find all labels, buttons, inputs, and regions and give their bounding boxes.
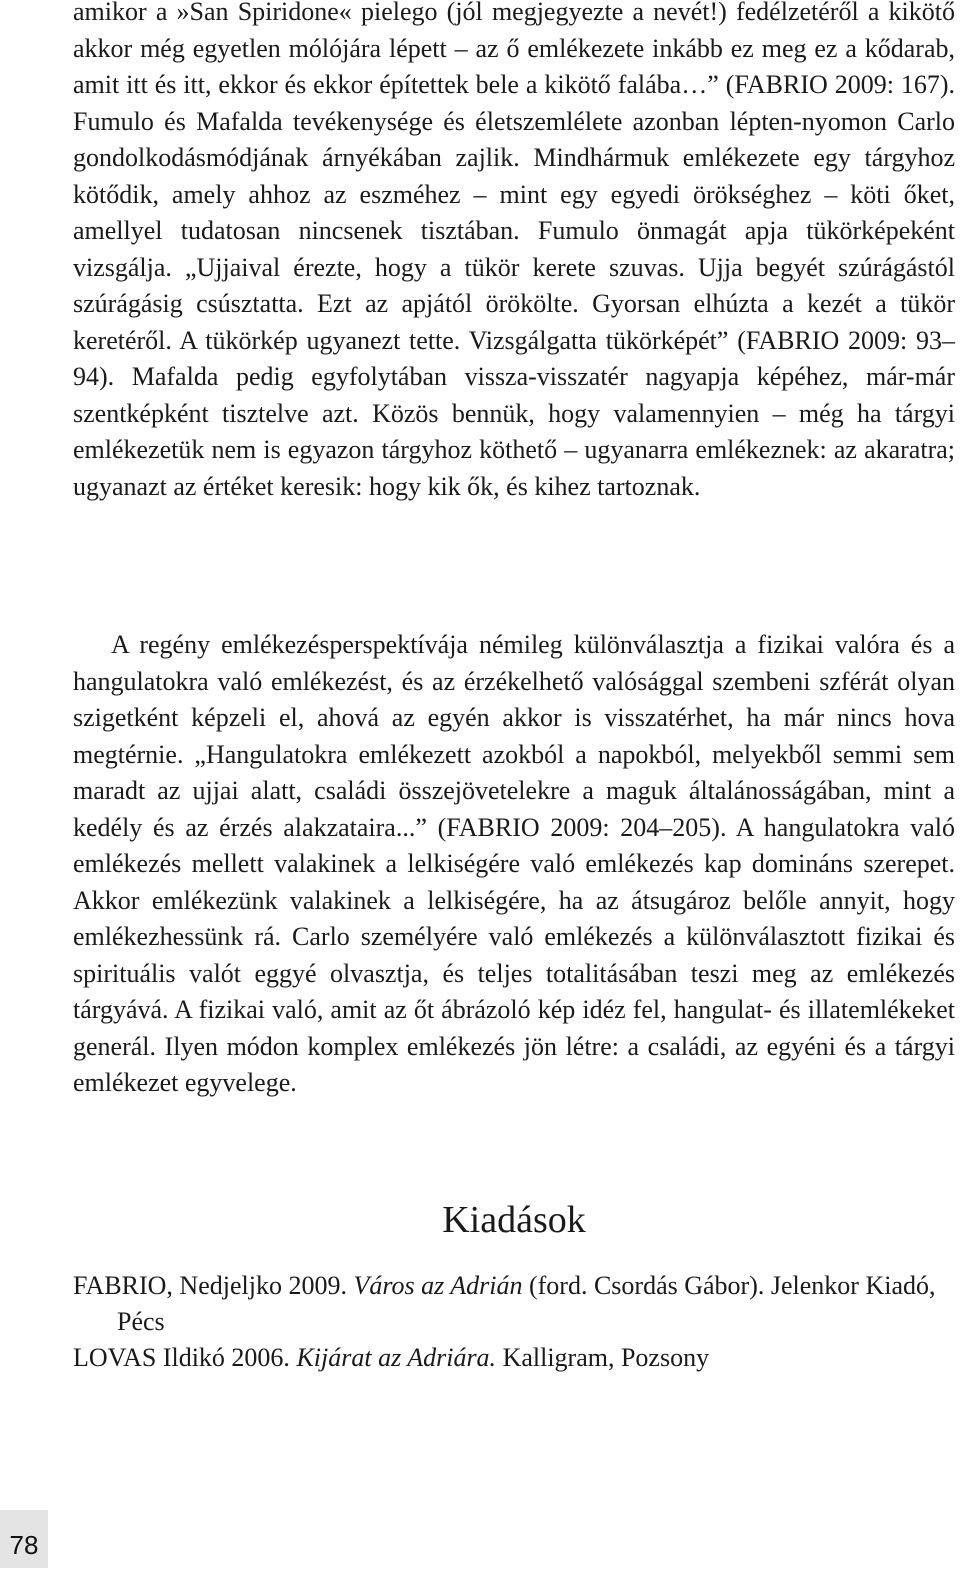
reference-title: Város az Adrián <box>353 1271 523 1300</box>
reference-item <box>73 1268 955 1340</box>
reference-details: Kalligram, Pozsony <box>502 1343 710 1372</box>
section-heading: Kiadások <box>442 1199 586 1241</box>
reference-details: (ford. Csordás Gábor). Jelenkor Kiadó, Pécs <box>117 1271 936 1336</box>
reference-author: FABRIO, Nedjeljko 2009. <box>73 1271 347 1300</box>
page-number: 78 <box>0 1510 48 1568</box>
body-paragraph-2: A regény emlékezésperspektívája némileg különválasztja a fizikai valóra és a hangulatokra való emlékezést, és az érzékelhető valósággal szembeni szférát olyan szigetként képzeli el, ahová az egyén akkor is visszatérhet, ha már nincs hova megtérnie. „Hangulatokra emlékezett azokból a napokból, melyekből semmi sem maradt az ujjai alatt, családi összejövetelekre a maguk általánosságában, mint a kedély és az érzés alakzataira...” (FABRIO 2009: 204–205). A hangulatokra való emlékezés mellett valakinek a lelkiségére való emlékezés kap domináns szerepet. Akkor emlékezünk valakinek a lelkiségére, ha az átsugároz belőle annyit, hogy emlékezhessünk rá. Carlo személyére való emlékezés a különválasztott fizikai és spirituális valót eggyé olvasztja, és teljes totalitásában teszi meg az emlékezés tárgyává. A fizikai való, amit az őt ábrázoló kép idéz fel, hangulat- és illatemlékeket generál. Ilyen módon komplex emlékezés jön létre: a családi, az egyéni és a tárgyi emlékezet egyvelege. <box>73 630 955 1097</box>
reference-item <box>73 1340 955 1376</box>
reference-title: Kijárat az Adriára. <box>296 1343 497 1372</box>
body-paragraph-1: amikor a »San Spiridone« pielego (jól megjegyezte a nevét!) fedélzetéről a kikötő akkor még egyetlen mólójára lépett – az ő emlékezete inkább ez meg ez a kődarab, amit itt és itt, ekkor és ekkor építettek bele a kikötő falába…” (FABRIO 2009: 167). Fumulo és Mafalda tevékenysége és életszemlélete azonban lépten-nyomon Carlo gondolkodásmódjának árnyékában zajlik. Mindhármuk emlékezete egy tárgyhoz kötődik, amely ahhoz az eszméhez – mint egy egyedi örökséghez – köti őket, amellyel tudatosan nincsenek tisztában. Fumulo önmagát apja tükörképeként vizsgálja. „Ujjaival érezte, hogy a tükör kerete szuvas. Ujja begyét szúrágástól szúrágásig csúsztatta. Ezt az apjától örökölte. Gyorsan elhúzta a kezét a tükör keretéről. A tükörkép ugyanezt tette. Vizsgálgatta tükörképét” (FABRIO 2009: 93–94). Mafalda pedig egyfolytában vissza-visszatér nagyapja képéhez, már-már szentképként tisztelve azt. Közös bennük, hogy valamennyien – még ha tárgyi emlékezetük nem is egyazon tárgyhoz köthető – ugyanarra emlékeznek: az akaratra; ugyanazt az értéket keresik: hogy kik ők, és kihez tartoznak. <box>73 0 955 501</box>
reference-list <box>73 1268 955 1376</box>
reference-author: LOVAS Ildikó 2006. <box>73 1343 290 1372</box>
